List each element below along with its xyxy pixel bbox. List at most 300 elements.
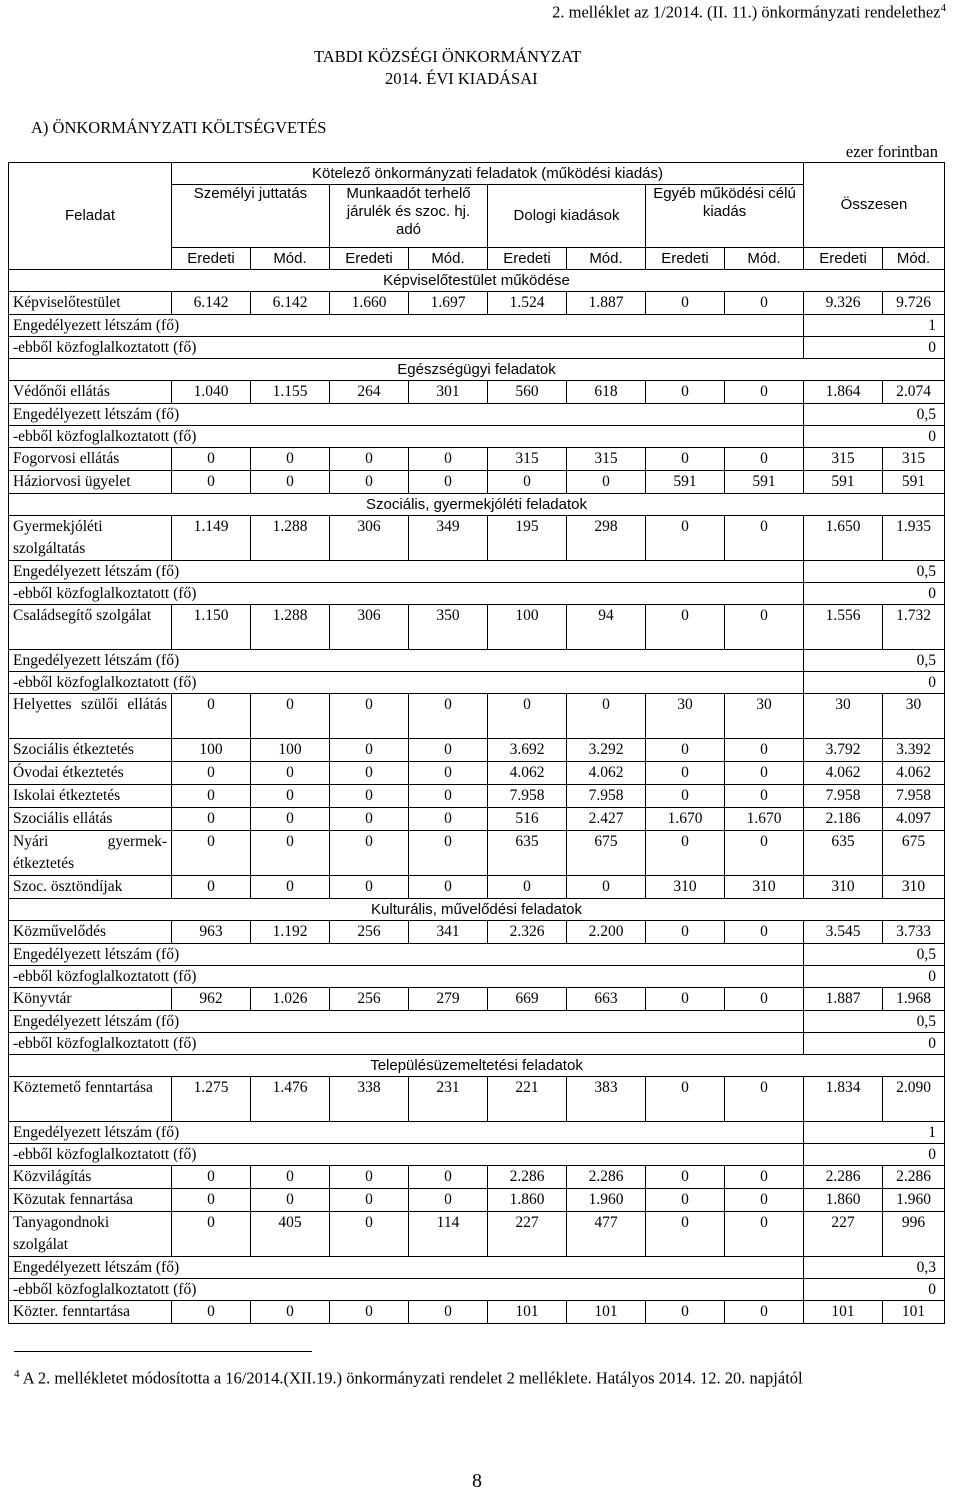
- value-cell: 301: [409, 381, 488, 404]
- footnote: $^4$ A 2. mellékletet módosította a 16/2014.(XII.19.) önkormányzati rendelet 2 melléklete. Hatályos 2014. 12. 20. napjától: [14, 1368, 803, 1388]
- section-title: Településüzemeltetési feladatok: [9, 1055, 945, 1077]
- value-cell: 0: [330, 762, 409, 785]
- staff-value: 0: [804, 966, 945, 988]
- staff-label: -ebből közfoglalkoztatott (fő): [9, 1279, 804, 1301]
- value-cell: 0: [330, 739, 409, 762]
- task-name: Védőnői ellátás: [9, 381, 172, 404]
- value-cell: 101: [488, 1301, 567, 1324]
- staff-value: 0,5: [804, 404, 945, 426]
- task-name: Képviselőtestület: [9, 292, 172, 315]
- value-cell: 9.726: [883, 292, 945, 315]
- value-cell: 30: [725, 694, 804, 739]
- section-title: Egészségügyi feladatok: [9, 359, 945, 381]
- value-cell: 101: [883, 1301, 945, 1324]
- value-cell: 0: [409, 739, 488, 762]
- value-cell: 7.958: [567, 785, 646, 808]
- value-cell: 0: [172, 1166, 251, 1189]
- task-name: Közutak fennartása: [9, 1189, 172, 1212]
- value-cell: 231: [409, 1077, 488, 1122]
- value-cell: 227: [488, 1212, 567, 1257]
- task-name: Szociális étkeztetés: [9, 739, 172, 762]
- staff-label: Engedélyezett létszám (fő): [9, 404, 804, 426]
- task-name: Családsegítő szolgálat: [9, 605, 172, 650]
- value-cell: 3.292: [567, 739, 646, 762]
- section-title: Szociális, gyermekjóléti feladatok: [9, 494, 945, 516]
- value-cell: 0: [172, 831, 251, 876]
- value-cell: 591: [883, 471, 945, 494]
- table-row: [9, 426, 945, 448]
- staff-label: -ebből közfoglalkoztatott (fő): [9, 1033, 804, 1055]
- value-cell: 0: [409, 808, 488, 831]
- value-cell: 0: [646, 381, 725, 404]
- header-modified: Mód.: [567, 248, 646, 270]
- value-cell: 1.155: [251, 381, 330, 404]
- value-cell: 0: [725, 831, 804, 876]
- value-cell: 0: [488, 876, 567, 899]
- value-cell: 675: [567, 831, 646, 876]
- value-cell: 315: [488, 448, 567, 471]
- value-cell: 0: [646, 1212, 725, 1257]
- value-cell: 0: [251, 1189, 330, 1212]
- value-cell: 560: [488, 381, 567, 404]
- value-cell: 315: [804, 448, 883, 471]
- table-row: [9, 1279, 945, 1301]
- table-row: [9, 785, 945, 808]
- value-cell: 2.326: [488, 921, 567, 944]
- value-cell: 6.142: [251, 292, 330, 315]
- value-cell: 669: [488, 988, 567, 1011]
- task-name: Szociális ellátás: [9, 808, 172, 831]
- value-cell: 0: [646, 1189, 725, 1212]
- table-row: [9, 583, 945, 605]
- value-cell: 0: [725, 785, 804, 808]
- value-cell: 0: [251, 471, 330, 494]
- table-row: [9, 381, 945, 404]
- value-cell: 1.887: [567, 292, 646, 315]
- header-modified: Mód.: [251, 248, 330, 270]
- staff-value: 0: [804, 1033, 945, 1055]
- table-row: [9, 404, 945, 426]
- value-cell: 516: [488, 808, 567, 831]
- staff-label: Engedélyezett létszám (fő): [9, 944, 804, 966]
- value-cell: 477: [567, 1212, 646, 1257]
- table-row: [9, 672, 945, 694]
- task-name: Nyári gyermek-étkeztetés: [9, 831, 172, 876]
- footnote-divider: [14, 1351, 312, 1352]
- value-cell: 405: [251, 1212, 330, 1257]
- value-cell: 6.142: [172, 292, 251, 315]
- value-cell: 0: [646, 762, 725, 785]
- table-row: [9, 1055, 945, 1077]
- value-cell: 221: [488, 1077, 567, 1122]
- value-cell: 0: [646, 739, 725, 762]
- table-row: [9, 694, 945, 739]
- value-cell: 1.834: [804, 1077, 883, 1122]
- value-cell: 962: [172, 988, 251, 1011]
- value-cell: 0: [330, 1212, 409, 1257]
- value-cell: 0: [330, 808, 409, 831]
- task-name: Könyvtár: [9, 988, 172, 1011]
- value-cell: 114: [409, 1212, 488, 1257]
- value-cell: 1.288: [251, 605, 330, 650]
- value-cell: 256: [330, 921, 409, 944]
- value-cell: 0: [251, 448, 330, 471]
- value-cell: 0: [172, 876, 251, 899]
- value-cell: 264: [330, 381, 409, 404]
- value-cell: 1.660: [330, 292, 409, 315]
- table-row: [9, 899, 945, 921]
- value-cell: 635: [804, 831, 883, 876]
- value-cell: 30: [804, 694, 883, 739]
- value-cell: 0: [646, 1077, 725, 1122]
- value-cell: 0: [330, 876, 409, 899]
- value-cell: 94: [567, 605, 646, 650]
- value-cell: 0: [251, 762, 330, 785]
- value-cell: 0: [172, 1189, 251, 1212]
- value-cell: 1.968: [883, 988, 945, 1011]
- value-cell: 0: [646, 1301, 725, 1324]
- value-cell: 1.288: [251, 516, 330, 561]
- value-cell: 7.958: [804, 785, 883, 808]
- staff-value: 0,5: [804, 650, 945, 672]
- header-original: Eredeti: [488, 248, 567, 270]
- value-cell: 1.192: [251, 921, 330, 944]
- value-cell: 0: [409, 1189, 488, 1212]
- header-modified: Mód.: [409, 248, 488, 270]
- value-cell: 310: [646, 876, 725, 899]
- section-title: Kulturális, művelődési feladatok: [9, 899, 945, 921]
- header-material: Dologi kiadások: [488, 185, 646, 248]
- table-row: [9, 1033, 945, 1055]
- staff-label: -ebből közfoglalkoztatott (fő): [9, 426, 804, 448]
- header-task: Feladat: [9, 163, 172, 270]
- value-cell: 2.286: [804, 1166, 883, 1189]
- value-cell: 1.650: [804, 516, 883, 561]
- value-cell: 0: [409, 831, 488, 876]
- value-cell: 0: [567, 876, 646, 899]
- staff-value: 0: [804, 337, 945, 359]
- staff-value: 0,3: [804, 1257, 945, 1279]
- table-row: [9, 448, 945, 471]
- value-cell: 663: [567, 988, 646, 1011]
- table-row: [9, 359, 945, 381]
- value-cell: 2.090: [883, 1077, 945, 1122]
- table-row: [9, 1301, 945, 1324]
- value-cell: 0: [646, 448, 725, 471]
- table-row: [9, 561, 945, 583]
- value-cell: 4.062: [883, 762, 945, 785]
- value-cell: 3.392: [883, 739, 945, 762]
- staff-value: 0,5: [804, 944, 945, 966]
- task-name: Helyettes szülői ellátás: [9, 694, 172, 739]
- staff-label: Engedélyezett létszám (fő): [9, 650, 804, 672]
- value-cell: 963: [172, 921, 251, 944]
- staff-label: Engedélyezett létszám (fő): [9, 1257, 804, 1279]
- document-subtitle: 2014. ÉVI KIADÁSAI: [385, 69, 538, 88]
- value-cell: 0: [646, 988, 725, 1011]
- value-cell: 0: [330, 694, 409, 739]
- value-cell: 1.887: [804, 988, 883, 1011]
- staff-value: 0: [804, 672, 945, 694]
- table-row: [9, 1077, 945, 1122]
- value-cell: 227: [804, 1212, 883, 1257]
- value-cell: 0: [725, 1212, 804, 1257]
- value-cell: 4.062: [804, 762, 883, 785]
- header-other: Egyéb működési célú kiadás: [646, 185, 804, 248]
- value-cell: 341: [409, 921, 488, 944]
- staff-label: -ebből közfoglalkoztatott (fő): [9, 1144, 804, 1166]
- value-cell: 0: [330, 1301, 409, 1324]
- staff-label: Engedélyezett létszám (fő): [9, 315, 804, 337]
- value-cell: 0: [172, 694, 251, 739]
- value-cell: 2.286: [488, 1166, 567, 1189]
- table-row: [9, 270, 945, 292]
- header-mandatory: Kötelező önkormányzati feladatok (működési kiadás): [172, 163, 804, 185]
- value-cell: 1.275: [172, 1077, 251, 1122]
- table-row: [9, 808, 945, 831]
- value-cell: 635: [488, 831, 567, 876]
- value-cell: 315: [883, 448, 945, 471]
- value-cell: 1.476: [251, 1077, 330, 1122]
- table-row: [9, 966, 945, 988]
- value-cell: 0: [330, 831, 409, 876]
- value-cell: 0: [172, 808, 251, 831]
- value-cell: 0: [646, 831, 725, 876]
- value-cell: 0: [646, 785, 725, 808]
- value-cell: 0: [725, 1301, 804, 1324]
- table-row: [9, 921, 945, 944]
- value-cell: 0: [646, 1166, 725, 1189]
- table-row: [9, 650, 945, 672]
- task-name: Fogorvosi ellátás: [9, 448, 172, 471]
- value-cell: 4.062: [567, 762, 646, 785]
- staff-label: -ebből közfoglalkoztatott (fő): [9, 583, 804, 605]
- value-cell: 2.186: [804, 808, 883, 831]
- task-name: Háziorvosi ügyelet: [9, 471, 172, 494]
- value-cell: 7.958: [883, 785, 945, 808]
- value-cell: 306: [330, 605, 409, 650]
- value-cell: 0: [725, 739, 804, 762]
- value-cell: 310: [804, 876, 883, 899]
- value-cell: 1.960: [567, 1189, 646, 1212]
- header-modified: Mód.: [725, 248, 804, 270]
- task-name: Óvodai étkeztetés: [9, 762, 172, 785]
- table-row: [9, 1189, 945, 1212]
- task-name: Közter. fenntartása: [9, 1301, 172, 1324]
- value-cell: 0: [646, 605, 725, 650]
- value-cell: 0: [172, 471, 251, 494]
- value-cell: 1.935: [883, 516, 945, 561]
- header-original: Eredeti: [172, 248, 251, 270]
- value-cell: 0: [330, 471, 409, 494]
- value-cell: 4.097: [883, 808, 945, 831]
- value-cell: 100: [251, 739, 330, 762]
- header-modified: Mód.: [883, 248, 945, 270]
- value-cell: 298: [567, 516, 646, 561]
- value-cell: 0: [409, 694, 488, 739]
- value-cell: 0: [725, 1077, 804, 1122]
- value-cell: 0: [251, 831, 330, 876]
- value-cell: 1.026: [251, 988, 330, 1011]
- value-cell: 0: [646, 921, 725, 944]
- value-cell: 1.860: [488, 1189, 567, 1212]
- value-cell: 0: [409, 1301, 488, 1324]
- value-cell: 0: [172, 1212, 251, 1257]
- value-cell: 1.670: [646, 808, 725, 831]
- value-cell: 591: [646, 471, 725, 494]
- value-cell: 101: [567, 1301, 646, 1324]
- value-cell: 618: [567, 381, 646, 404]
- table-row: [9, 315, 945, 337]
- value-cell: 0: [251, 1166, 330, 1189]
- value-cell: 675: [883, 831, 945, 876]
- staff-value: 1: [804, 1122, 945, 1144]
- value-cell: 315: [567, 448, 646, 471]
- header-personal: Személyi juttatás: [172, 185, 330, 248]
- value-cell: 306: [330, 516, 409, 561]
- value-cell: 100: [488, 605, 567, 650]
- table-row: [9, 831, 945, 876]
- value-cell: 0: [330, 1189, 409, 1212]
- task-name: Szoc. ösztöndíjak: [9, 876, 172, 899]
- table-row: [9, 471, 945, 494]
- staff-value: 0: [804, 1279, 945, 1301]
- value-cell: 591: [804, 471, 883, 494]
- value-cell: 195: [488, 516, 567, 561]
- section-title: Képviselőtestület működése: [9, 270, 945, 292]
- value-cell: 0: [251, 808, 330, 831]
- value-cell: 0: [330, 785, 409, 808]
- value-cell: 1.960: [883, 1189, 945, 1212]
- value-cell: 0: [725, 292, 804, 315]
- value-cell: 0: [725, 605, 804, 650]
- staff-value: 0: [804, 1144, 945, 1166]
- expenditure-table: [8, 162, 945, 1324]
- staff-label: -ebből közfoglalkoztatott (fő): [9, 966, 804, 988]
- section-heading: A) ÖNKORMÁNYZATI KÖLTSÉGVETÉS: [31, 118, 327, 137]
- value-cell: 0: [646, 292, 725, 315]
- table-row: [9, 1212, 945, 1257]
- value-cell: 0: [172, 448, 251, 471]
- task-name: Köztemető fenntartása: [9, 1077, 172, 1122]
- table-row: [9, 494, 945, 516]
- value-cell: 0: [251, 1301, 330, 1324]
- header-original: Eredeti: [804, 248, 883, 270]
- unit-label: ezer forintban: [845, 142, 938, 161]
- value-cell: 0: [172, 1301, 251, 1324]
- value-cell: 0: [488, 694, 567, 739]
- table-row: [9, 762, 945, 785]
- value-cell: 2.074: [883, 381, 945, 404]
- task-name: Gyermekjóléti szolgáltatás: [9, 516, 172, 561]
- value-cell: 0: [725, 381, 804, 404]
- table-row: [9, 1257, 945, 1279]
- task-name: Tanyagondnoki szolgálat: [9, 1212, 172, 1257]
- value-cell: 30: [883, 694, 945, 739]
- header-original: Eredeti: [330, 248, 409, 270]
- value-cell: 256: [330, 988, 409, 1011]
- value-cell: 0: [725, 988, 804, 1011]
- value-cell: 0: [725, 516, 804, 561]
- value-cell: 349: [409, 516, 488, 561]
- value-cell: 0: [172, 762, 251, 785]
- staff-value: 0: [804, 583, 945, 605]
- value-cell: 0: [725, 762, 804, 785]
- value-cell: 0: [251, 785, 330, 808]
- value-cell: 0: [488, 471, 567, 494]
- value-cell: 3.692: [488, 739, 567, 762]
- value-cell: 0: [567, 694, 646, 739]
- value-cell: 1.524: [488, 292, 567, 315]
- value-cell: 383: [567, 1077, 646, 1122]
- staff-value: 0,5: [804, 1011, 945, 1033]
- value-cell: 1.732: [883, 605, 945, 650]
- staff-label: Engedélyezett létszám (fő): [9, 561, 804, 583]
- value-cell: 101: [804, 1301, 883, 1324]
- value-cell: 310: [725, 876, 804, 899]
- table-row: [9, 1122, 945, 1144]
- value-cell: 0: [725, 1189, 804, 1212]
- value-cell: 3.545: [804, 921, 883, 944]
- value-cell: 279: [409, 988, 488, 1011]
- header-original: Eredeti: [646, 248, 725, 270]
- value-cell: 7.958: [488, 785, 567, 808]
- value-cell: 0: [251, 876, 330, 899]
- value-cell: 0: [330, 448, 409, 471]
- table-row: [9, 1144, 945, 1166]
- value-cell: 1.864: [804, 381, 883, 404]
- staff-label: Engedélyezett létszám (fő): [9, 1011, 804, 1033]
- table-row: [9, 739, 945, 762]
- value-cell: 0: [409, 876, 488, 899]
- value-cell: 1.040: [172, 381, 251, 404]
- value-cell: 2.200: [567, 921, 646, 944]
- value-cell: 9.326: [804, 292, 883, 315]
- value-cell: 2.427: [567, 808, 646, 831]
- value-cell: 1.860: [804, 1189, 883, 1212]
- table-row: [9, 876, 945, 899]
- task-name: Közművelődés: [9, 921, 172, 944]
- value-cell: 0: [330, 1166, 409, 1189]
- table-row: [9, 1166, 945, 1189]
- staff-value: 1: [804, 315, 945, 337]
- value-cell: 996: [883, 1212, 945, 1257]
- table-row: [9, 292, 945, 315]
- header-contributions: Munkaadót terhelő járulék és szoc. hj. adó: [330, 185, 488, 248]
- header-total: Összesen: [804, 163, 945, 248]
- value-cell: 3.733: [883, 921, 945, 944]
- value-cell: 2.286: [883, 1166, 945, 1189]
- value-cell: 0: [725, 921, 804, 944]
- value-cell: 338: [330, 1077, 409, 1122]
- staff-value: 0: [804, 426, 945, 448]
- staff-value: 0,5: [804, 561, 945, 583]
- value-cell: 4.062: [488, 762, 567, 785]
- task-name: Közvilágítás: [9, 1166, 172, 1189]
- value-cell: 0: [409, 471, 488, 494]
- value-cell: 0: [725, 448, 804, 471]
- value-cell: 30: [646, 694, 725, 739]
- value-cell: 0: [409, 448, 488, 471]
- task-name: Iskolai étkeztetés: [9, 785, 172, 808]
- document-title: TABDI KÖZSÉGI ÖNKORMÁNYZAT: [314, 47, 582, 66]
- value-cell: 1.697: [409, 292, 488, 315]
- value-cell: 0: [646, 516, 725, 561]
- table-row: [9, 516, 945, 561]
- value-cell: 310: [883, 876, 945, 899]
- value-cell: 100: [172, 739, 251, 762]
- table-row: [9, 944, 945, 966]
